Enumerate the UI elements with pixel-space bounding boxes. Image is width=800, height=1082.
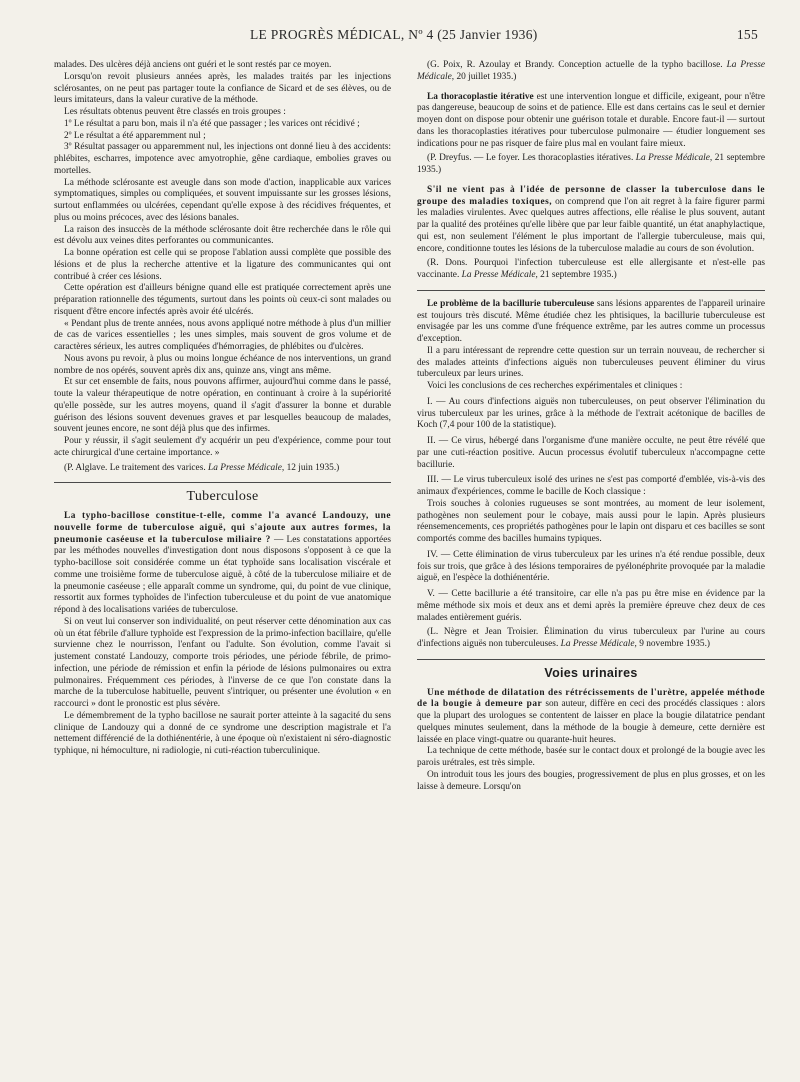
paragraph: Nous avons pu revoir, à plus ou moins longue échéance de nos interventions, un grand nombre de nos opérés, souvent après dix ans, quinze ans, vingt ans même.	[54, 353, 391, 376]
ref-title: Le traitement des varices.	[109, 462, 206, 473]
ref-date: 21 septembre 1935.)	[417, 153, 765, 175]
paragraph: Cette opération est d'ailleurs bénigne quand elle est pratiquée correctement après une préparation rationnelle des téguments, surtout dans les points où ceux-ci sont malades ou risquent d'être encore infectés après avoir été ulcérés.	[54, 283, 391, 317]
ref-date: 12 juin 1935.)	[286, 462, 340, 473]
paragraph	[417, 92, 765, 151]
paragraph	[417, 688, 765, 747]
journal-name: LE PROGRÈS MÉDICAL,	[250, 27, 405, 42]
ref-text: (G. Poix, R. Azoulay et Brandy. Conception actuelle de la typho bacillose.	[427, 60, 723, 70]
paragraph: 1º Le résultat a paru bon, mais il n'a été que passager ; les varices ont récidivé ;	[64, 118, 360, 129]
conclusion-item: III. — Le virus tuberculeux isolé des urines ne s'est pas comporté d'emblée, vis-à-vis des animaux d'expériences, comme le bacille de Koch classique :	[417, 475, 765, 497]
paragraph: Trois souches à colonies rugueuses se sont montrées, au moment de leur isolement, pathogènes non seulement pour le cobaye, mais aussi pour le lapin. Après plusieurs réensemencements, ces propriétés pathogènes pour le lapin ont disparu et ces bacilles se sont comportés comme des bacilles humains typiques.	[417, 498, 765, 544]
ref-date: 9 novembre 1935.)	[639, 639, 711, 649]
lead-text: La thoracoplastie itérative	[427, 91, 534, 102]
ref-date: 21 septembre 1935.)	[540, 270, 617, 280]
body-text: on comprend que l'on ait regret à la faire figurer parmi les maladies virulentes. Avec quelques autres affections, elle réalise le plus souvent, autant par la qualité des protéines qu'elle libère que par leur faible quantité, un état anaphylactique, qui est, non seulement l'élément le plus important de l'allergie tuberculeuse, mais qui, encore, conditionne toutes les lésions de la tuberculose maladie au cours de son évolution.	[417, 196, 765, 254]
lead-text: Le problème de la bacillurie tuberculeuse	[427, 298, 595, 309]
paragraph: La méthode sclérosante est aveugle dans son mode d'action, inapplicable aux varices symptomatiques, simples ou compliquées, et souvent impuissante sur les grosses lésions, surtout enflammées ou ulcérées, cependant qu'elle expose à des récidives fréquentes, et plus ou moins précoces, avec des lésions banales.	[54, 177, 391, 223]
page-number: 155	[736, 27, 758, 42]
reference	[417, 153, 765, 177]
running-title	[250, 27, 538, 43]
paragraph: Et sur cet ensemble de faits, nous pouvons affirmer, aujourd'hui comme dans le passé, toute la valeur thérapeutique de notre opération, en continuant à croire à la supériorité qu'elle possède, sur les autres moyens, quand il s'agit d'assurer la bonne et durable guérison des lésions souvent devenues graves et par lesquelles beaucoup de malades, souvent jeunes encore, ne sont déjà plus que des infirmes.	[54, 377, 391, 435]
paragraph: Le démembrement de la typho bacillose ne saurait porter atteinte à la sagacité du sens clinique de Landouzy qui a donné de ce syndrome une description magistrale et l'a nettement différencié de la dothiénentérie, à une époque où n'existaient ni séro-diagnostic typhique, ni hémoculture, ni radiologie, ni cuti-réaction tuberculinique.	[54, 710, 391, 756]
section-divider	[54, 482, 391, 483]
ref-text: (L. Nègre et Jean Troisier. Élimination du virus tuberculeux par l'urine au cours d'infections aiguës non tuberculeuses.	[417, 627, 765, 649]
ref-journal: La Presse Médicale,	[635, 153, 713, 164]
lead-text: Une méthode de dilatation des rétrécissements de l'urètre, appelée méthode de la bougie à demeure par	[417, 687, 765, 710]
ref-date: 20 juillet 1935.)	[456, 71, 517, 82]
body-text: — Les constatations apportées par les méthodes nouvelles d'investigation dont nous disposons s'opposent à ce que la typho-bacillose soit considérée comme un état typhoïde sans localisation viscérale et comme une troisième forme de tuberculose aiguë, à côté de la tuberculose miliaire et de la pneumonie caséeuse ; elle apparaît comme un syndrome, qui, du point de vue clinique, ressortit aux formes typhoïdes de l'infection tuberculeuse et du point de vue anatomique répond à des localisations variées de tuberculose.	[54, 534, 391, 615]
running-header	[52, 27, 764, 45]
conclusion-item: I. — Au cours d'infections aiguës non tuberculeuses, on peut observer l'élimination du virus tuberculeux par les urines, grâce à la méthode de l'extrait acétonique de bacilles de Koch (7,4 pour 100 de la statistique).	[417, 396, 765, 431]
paragraph: On introduit tous les jours des bougies, progressivement de plus en plus grosses, et on les laisse à demeure. Lorsqu'on	[417, 769, 765, 792]
lead-text: S'il ne vient pas à l'idée de personne de classer la tuberculose dans le groupe des maladies toxiques,	[417, 184, 765, 207]
reference	[54, 463, 391, 475]
ref-text: (R. Dons. Pourquoi l'infection tuberculeuse est elle allergisante et n'est-elle pas vaccinante.	[417, 258, 765, 280]
paragraph	[417, 299, 765, 346]
paragraph	[417, 185, 765, 256]
paragraph: Lorsqu'on revoit plusieurs années après, les malades traités par les injections sclérosantes, on ne peut pas partager toute la confiance de Sicard et de ses élèves, ou de leurs imitateurs, dans la valeur curative de la méthode.	[54, 71, 391, 106]
ref-journal: La Presse Médicale,	[417, 60, 765, 82]
paragraph: Les résultats obtenus peuvent être classés en trois groupes :	[64, 107, 286, 117]
right-column	[417, 60, 765, 1070]
left-column	[54, 60, 391, 1070]
ref-text: (P. Dreyfus. — Le foyer. Les thoracoplasties itératives.	[427, 153, 634, 164]
paragraph: 2º Le résultat a été apparemment nul ;	[64, 130, 206, 141]
conclusion-item: V. — Cette bacillurie a été transitoire, car elle n'a pas pu être mise en évidence par la même méthode six mois et deux ans et demi après la première épreuve chez deux de ces malades entièrement guéris.	[417, 589, 765, 623]
issue-number: Nº 4 (25 Janvier 1936)	[408, 27, 538, 42]
paragraph: La bonne opération est celle qui se propose l'ablation aussi complète que possible des lésions et de plus la recherche attentive et la ligature des communicantes qui ont contribué à créer ces lésions.	[54, 248, 391, 282]
section-divider	[417, 290, 765, 291]
lead-text: La typho-bacillose constitue-t-elle, comme l'a avancé Landouzy, une nouvelle forme de tuberculose aiguë, qui s'ajoute aux autres formes, la pneumonie caséeuse et la tuberculose miliaire ?	[54, 511, 391, 545]
ref-author: (P. Alglave.	[64, 462, 108, 473]
paragraph: Si on veut lui conserver son individualité, on peut réserver cette dénomination aux cas où un état fébrile d'allure typhoïde est l'expression de la primo-infection bacillaire, qu'elle survienne chez le nourrisson, l'enfant ou l'adulte. Son évolution, comme l'avait si justement constaté Landouzy, comporte trois périodes, une période fébrile, de primo-infection, une période de rémission et enfin la période de lésions pulmonaires ou extra pulmonaires. Fréquemment ces périodes, à l'inverse de ce que l'on constate dans la marche de la tuberculose habituelle, peuvent s'intriquer, ou présenter une évolution « en raccourci » dont le pronostic est plus sévère.	[54, 616, 391, 709]
ref-journal: La Presse Médicale,	[560, 639, 637, 649]
body-text: sans lésions apparentes de l'appareil urinaire est toujours très discuté. Même étudiée chez les phtisiques, la bacillurie tuberculeuse est envisagée par les uns comme d'une fréquence extrême, par les autres comme un processus d'exception.	[417, 298, 765, 344]
paragraph: La technique de cette méthode, basée sur le contact doux et prolongé de la bougie avec les parois urétrales, est très simple.	[417, 746, 765, 768]
reference	[417, 60, 765, 84]
paragraph: Il a paru intéressant de reprendre cette question sur un terrain nouveau, de rechercher si des malades atteints d'infections aiguës non tuberculeuses peuvent éliminer du virus tuberculeux par leurs urines.	[417, 345, 765, 380]
paragraph: 3º Résultat passager ou apparemment nul, les injections ont donné lieu à des accidents: phlébites, escharres, impotence avec amyotrophie, gêne cardiaque, embolies graves ou mortelles.	[54, 142, 391, 176]
ref-journal: La Presse Médicale,	[461, 270, 538, 280]
reference	[417, 627, 765, 651]
paragraph: Pour y réussir, il s'agit seulement d'y acquérir un peu d'expérience, comme pour tout acte chirurgical d'une certaine importance. »	[54, 436, 391, 458]
paragraph	[54, 511, 391, 617]
body-text: son auteur, diffère en ceci des procédés classiques : alors que la plupart des urologues se contentent de laisser en place la bougie dilatatrice pendant quelques minutes seulement, dans la méthode de la bougie à demeure, cette dernière est laissée en place vingt-quatre ou quarante-huit heures.	[417, 699, 765, 745]
paragraph: La raison des insuccès de la méthode sclérosante doit être recherchée dans le rôle qui est dévolu aux veines dites perforantes ou communicantes.	[54, 224, 391, 247]
reference	[417, 258, 765, 282]
section-title-voies-urinaires: Voies urinaires	[544, 665, 638, 680]
section-divider	[417, 659, 765, 660]
paragraph: Voici les conclusions de ces recherches expérimentales et cliniques :	[427, 381, 683, 391]
paragraph: malades. Des ulcères déjà anciens ont guéri et le sont restés par ce moyen.	[54, 60, 332, 70]
conclusion-item: IV. — Cette élimination de virus tuberculeux par les urines n'a été rendue possible, deux fois sur trois, que grâce à des lésions temporaires de pyélonéphrite provoquée par la maladie aiguë, en l'espèce la dothiénentérie.	[417, 549, 765, 584]
paragraph: « Pendant plus de trente années, nous avons appliqué notre méthode à plus d'un millier de cas de varices essentielles ; les unes simples, mais souvent de gros volume et de caractères sérieux, les autres compliquées d'hémorragies, de phlébites ou d'ulcères.	[54, 318, 391, 352]
conclusion-item: II. — Ce virus, hébergé dans l'organisme d'une manière occulte, ne peut être révélé que par une cuti-réaction positive. Aucun processus évolutif tuberculeux n'accompagne cette bacillurie.	[417, 436, 765, 470]
ref-journal: La Presse Médicale,	[208, 462, 285, 473]
section-title-tuberculose: Tuberculose	[186, 489, 259, 505]
body-text: est une intervention longue et difficile, exigeant, pour n'être pas dangereuse, beaucoup de soins et de patience. Elle est dans certains cas le seul et dernier moyen dont on dispose pour obtenir une guérison totale et durable. Encore faut-il — surtout dans les thoracoplasties itératives pour tuberculose pulmonaire — étudier longuement ses indications pour ne pas risquer de faire plus mal en voulant faire mieux.	[417, 91, 765, 149]
